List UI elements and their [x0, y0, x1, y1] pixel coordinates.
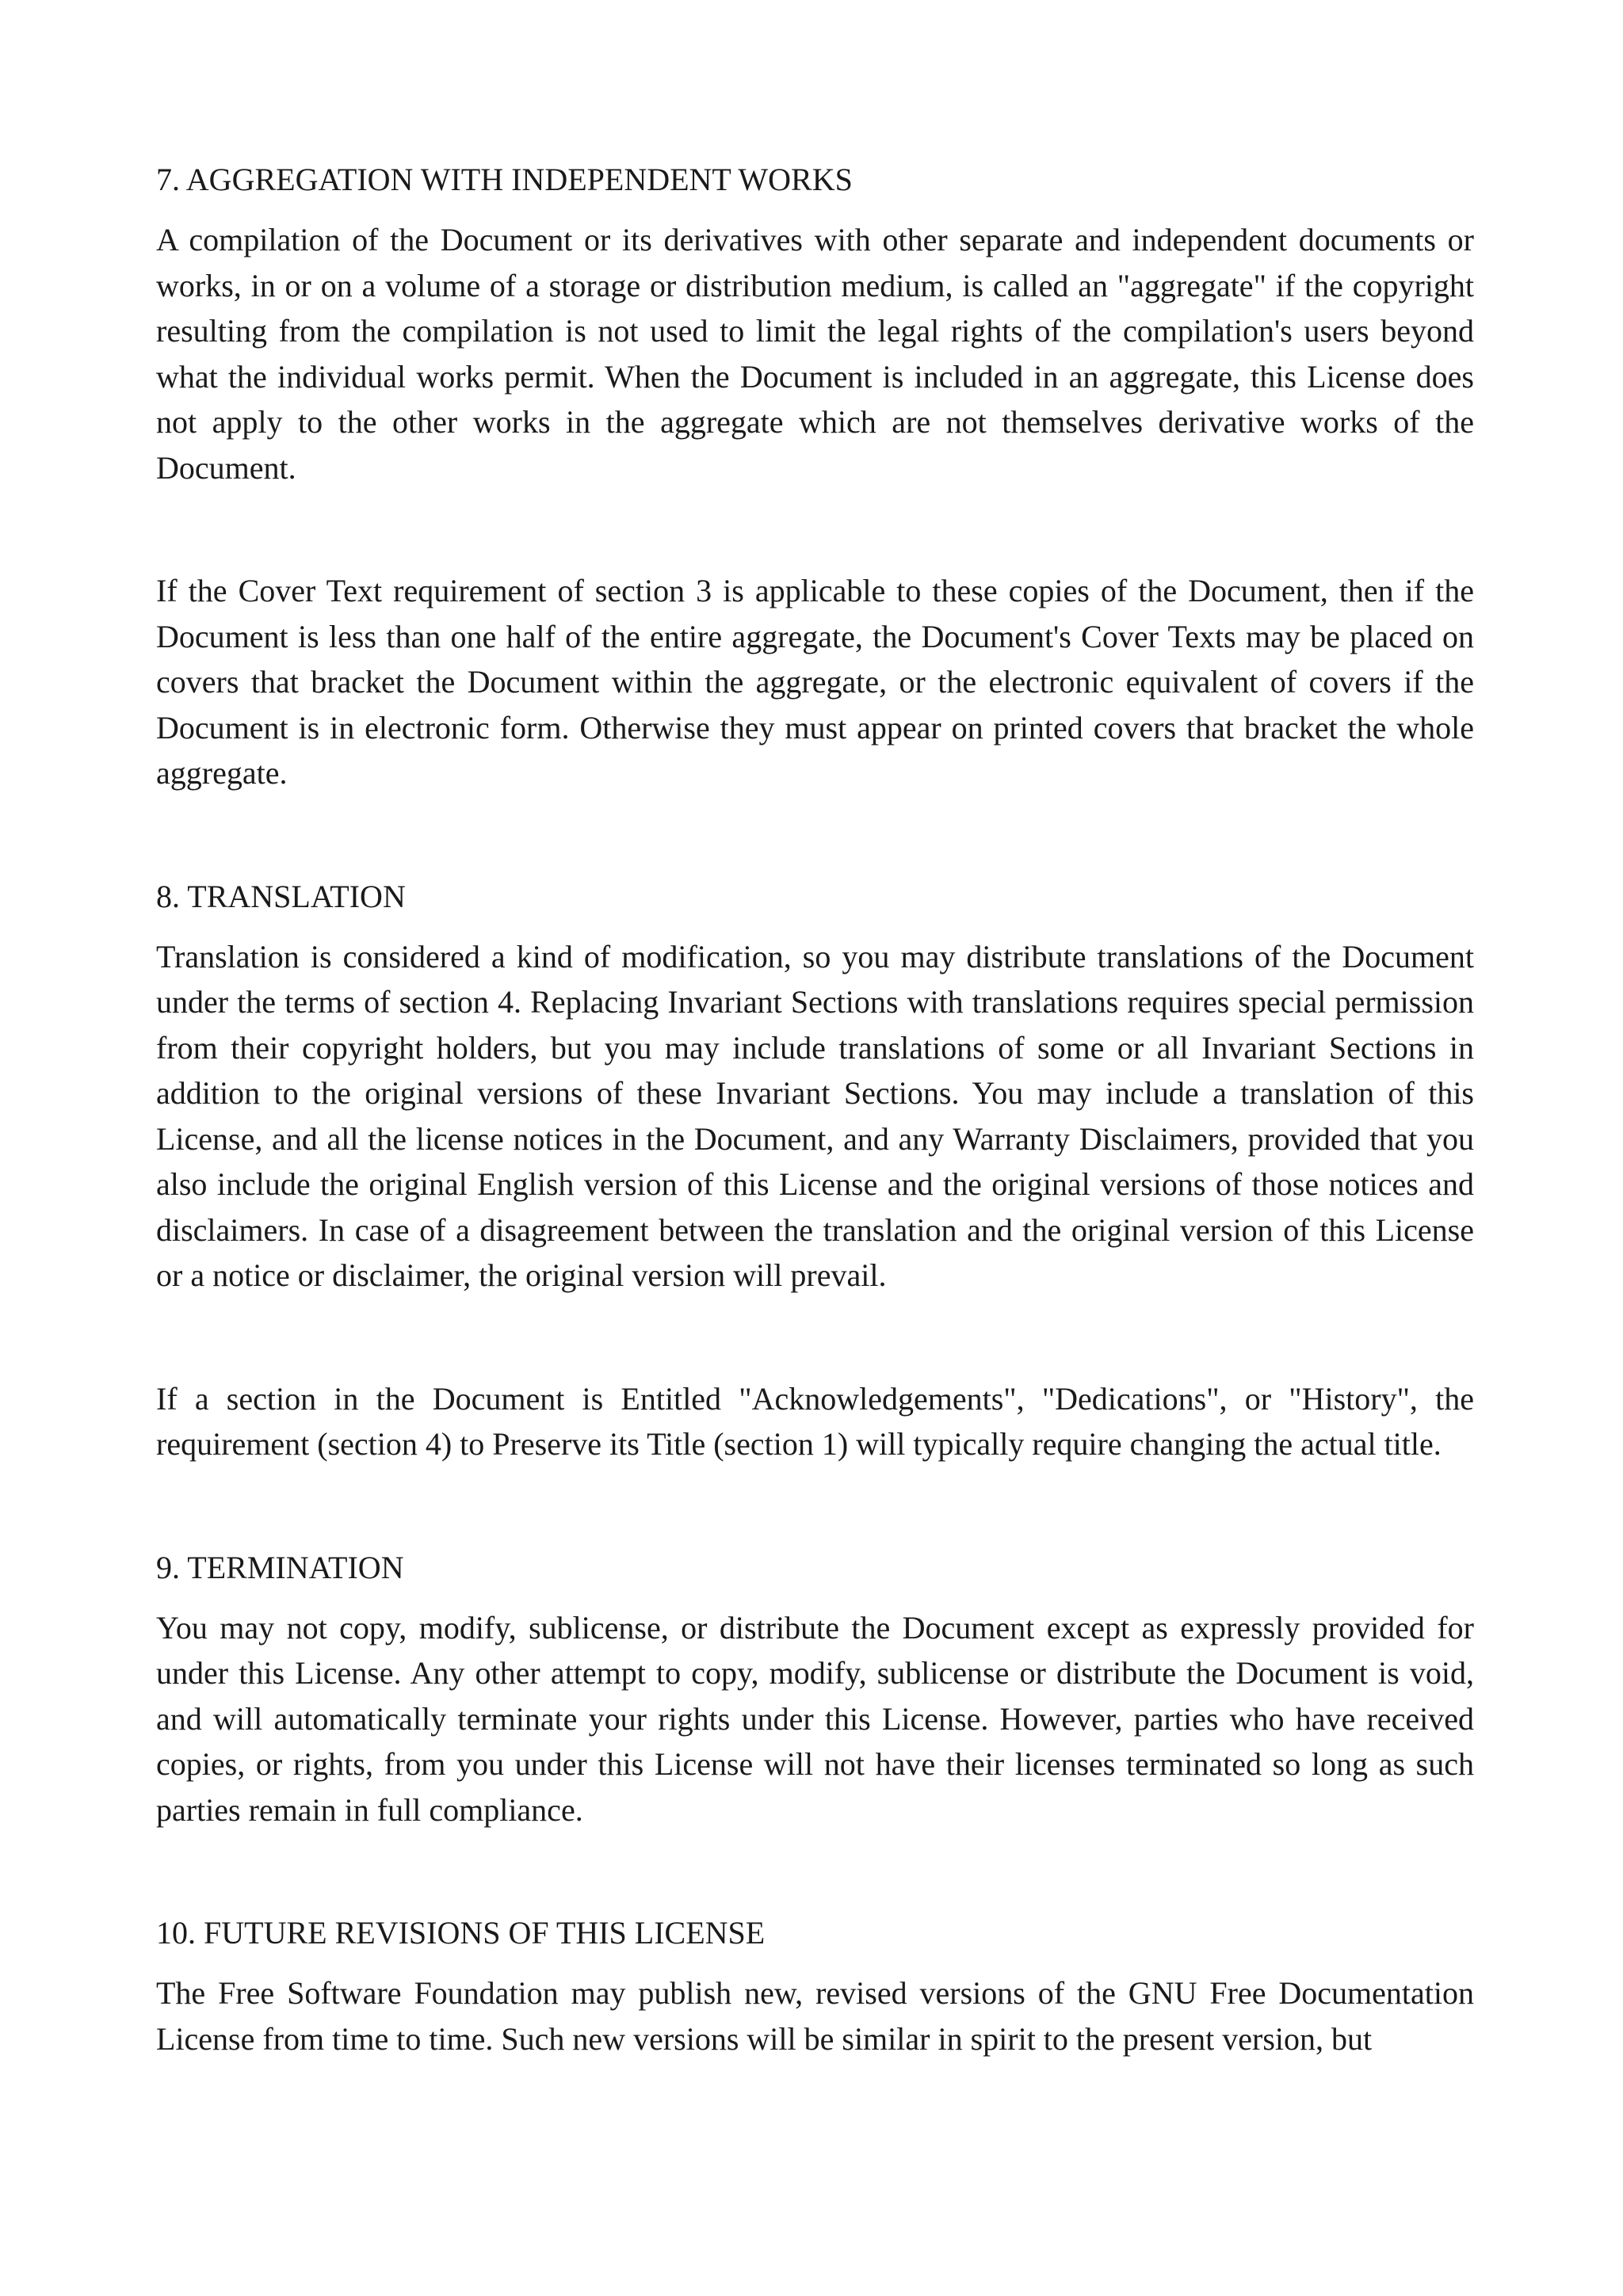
section-paragraph: The Free Software Foundation may publish new, revised versions of the GNU Free Documentation License from time to time. Such new versions will be similar in spirit to the present version, but [156, 1975, 1474, 2057]
section-translation [156, 874, 1474, 1545]
section-paragraph: You may not copy, modify, sublicense, or distribute the Document except as expressly provided for under this License. Any other attempt to copy, modify, sublicense or distribute the Document is void, and will automatically terminate your rights under this License. However, parties who have received copies, or rights, from you under this License will not have their licenses terminated so long as such parties remain in full compliance. [156, 1609, 1474, 1828]
section-paragraph: If a section in the Document is Entitled "Acknowledgements", "Dedications", or "History", the requirement (section 4) to Preserve its Title (section 1) will typically require changing the actual title. [156, 1380, 1474, 1462]
page-content [156, 157, 1474, 2061]
section-termination [156, 1545, 1474, 1911]
section-heading: 9. TERMINATION [156, 1549, 404, 1585]
section-paragraph: If the Cover Text requirement of section 3 is applicable to these copies of the Document, then if the Document is less than one half of the entire aggregate, the Document's Cover Texts may be placed on covers that bracket the Document within the aggregate, or the electronic equivalent of covers if the Document is in electronic form. Otherwise they must appear on printed covers that bracket the whole aggregate. [156, 573, 1474, 791]
section-paragraph: Translation is considered a kind of modification, so you may distribute translations of the Document under the terms of section 4. Replacing Invariant Sections with translations requires special permission from their copyright holders, but you may include translations of some or all Invariant Sections in addition to the original versions of these Invariant Sections. You may include a translation of this License, and all the license notices in the Document, and any Warranty Disclaimers, provided that you also include the original English version of this License and the original versions of those notices and disclaimers. In case of a disagreement between the translation and the original version of this License or a notice or disclaimer, the original version will prevail. [156, 938, 1474, 1293]
section-heading: 10. FUTURE REVISIONS OF THIS LICENSE [156, 1915, 766, 1951]
section-aggregation [156, 157, 1474, 874]
section-future-revisions [156, 1910, 1474, 2061]
section-heading: 8. TRANSLATION [156, 878, 406, 914]
section-heading: 7. AGGREGATION WITH INDEPENDENT WORKS [156, 162, 853, 197]
section-paragraph: A compilation of the Document or its derivatives with other separate and independent documents or works, in or on a volume of a storage or distribution medium, is called an "aggregate" if the copyright resulting from the compilation is not used to limit the legal rights of the compilation's users beyond what the individual works permit. When the Document is included in an aggregate, this License does not apply to the other works in the aggregate which are not themselves derivative works of the Document. [156, 222, 1474, 486]
